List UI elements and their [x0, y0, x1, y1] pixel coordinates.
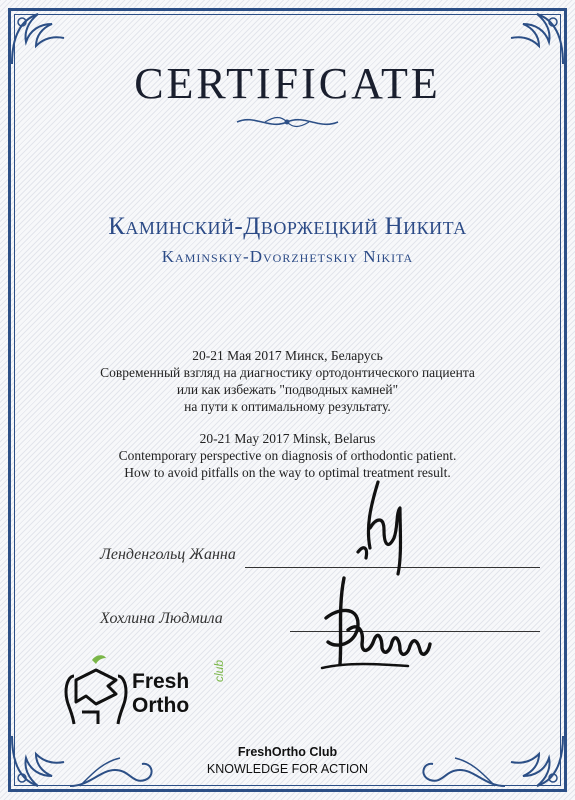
signatory-name-1: Ленденгольц Жанна	[100, 546, 236, 563]
logo-word-ortho: Ortho	[132, 694, 190, 717]
en-line-topic-2: How to avoid pitfalls on the way to optimal treatment result.	[124, 465, 451, 480]
logo-wordmark	[132, 670, 189, 718]
en-line-topic-1: Contemporary perspective on diagnosis of orthodontic patient.	[118, 448, 457, 463]
event-description-en	[40, 430, 535, 481]
recipient-name-en: Kaminskiy-Dvorzhetskiy Nikita	[161, 247, 414, 266]
en-line-date: 20-21 May 2017 Minsk, Belarus	[199, 431, 376, 446]
freshortho-logo	[62, 652, 232, 732]
ru-line-topic-1: Современный взгляд на диагностику ортодонтического пациента	[100, 365, 475, 380]
ru-line-topic-2: или как избежать "подводных камней"	[176, 382, 399, 397]
tooth-apple-icon	[62, 652, 132, 732]
ru-line-date: 20-21 Мая 2017 Минск, Беларусь	[192, 348, 383, 363]
signatory-name-2: Хохлина Людмила	[100, 610, 223, 627]
ru-line-topic-3: на пути к оптимальному результату.	[184, 399, 391, 414]
title-flourish	[235, 110, 340, 134]
event-description-ru	[40, 347, 535, 415]
footer-organization: FreshOrtho Club	[237, 745, 338, 759]
handwritten-signature-1	[350, 478, 410, 578]
logo-word-fresh: Fresh	[132, 670, 190, 693]
handwritten-signature-2	[318, 568, 448, 688]
certificate-title: CERTIFICATE	[134, 59, 441, 108]
recipient-name-ru: Каминский-Дворжецкий Никита	[108, 213, 467, 240]
signature-row-1	[100, 540, 540, 570]
logo-word-club: club	[212, 659, 226, 682]
footer-slogan: KNOWLEDGE FOR ACTION	[206, 762, 369, 776]
